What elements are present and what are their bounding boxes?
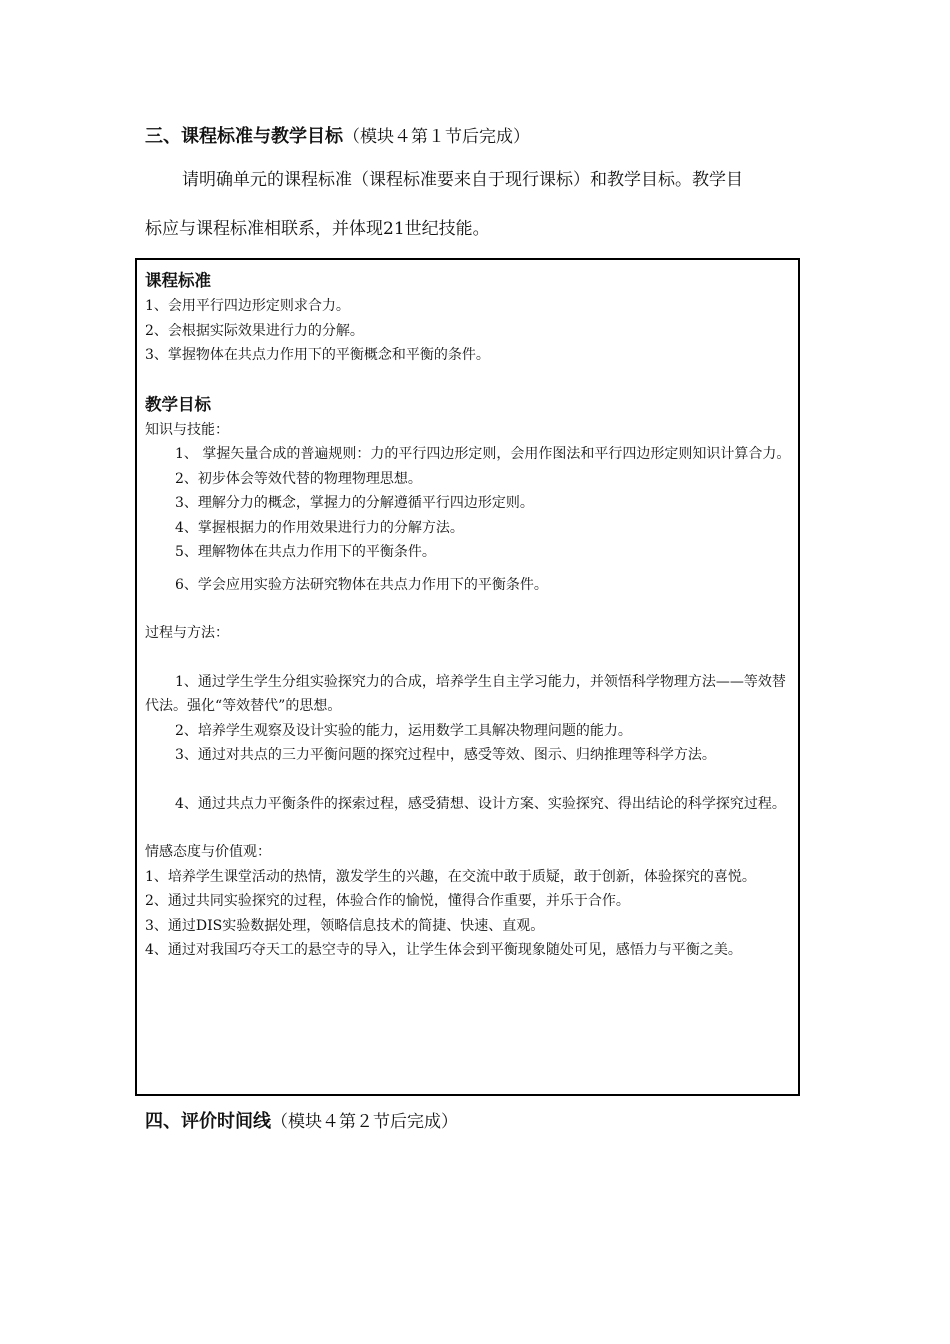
standard-item: 1、会用平行四边形定则求合力。 <box>145 298 350 314</box>
knowledge-item: 6、学会应用实验方法研究物体在共点力作用下的平衡条件。 <box>175 576 548 593</box>
section-4-note: （模块４第２节后完成） <box>271 1112 458 1132</box>
knowledge-label: 知识与技能： <box>145 421 229 438</box>
knowledge-item: 1、 掌握矢量合成的普遍规则：力的平行四边形定则，会用作图法和平行四边形定则知识计算合力。 <box>175 446 791 462</box>
intro-line-1: 请明确单元的课程标准（课程标准要来自于现行课标）和教学目标。教学目 <box>182 170 743 190</box>
section-3-title: 三、课程标准与教学目标 <box>145 126 343 147</box>
process-item: 3、通过对共点的三力平衡问题的探究过程中，感受等效、图示、归纳推理等科学方法。 <box>175 747 716 763</box>
attitude-item: 2、通过共同实验探究的过程，体验合作的愉悦，懂得合作重要，并乐于合作。 <box>145 893 630 909</box>
section-3-heading <box>145 125 530 149</box>
section-4-title: 四、评价时间线 <box>145 1111 271 1132</box>
section-3-note: （模块４第１节后完成） <box>343 127 530 147</box>
process-item: 2、培养学生观察及设计实验的能力，运用数学工具解决物理问题的能力。 <box>175 722 632 739</box>
intro-line-2: 标应与课程标准相联系，并体现21世纪技能。 <box>145 219 490 239</box>
attitude-item: 1、培养学生课堂活动的热情，激发学生的兴趣，在交流中敢于质疑，敢于创新，体验探究的喜悦。 <box>145 868 756 885</box>
process-label: 过程与方法： <box>145 625 229 641</box>
attitude-item: 3、通过DIS实验数据处理，领略信息技术的简捷、快速、直观。 <box>145 917 545 934</box>
attitude-item: 4、通过对我国巧夺天工的悬空寺的导入，让学生体会到平衡现象随处可见，感悟力与平衡之美。 <box>145 942 742 958</box>
process-item: 4、通过共点力平衡条件的探索过程，感受猜想、设计方案、实验探究、得出结论的科学探究过程。 <box>175 795 786 812</box>
knowledge-item: 3、理解分力的概念，掌握力的分解遵循平行四边形定则。 <box>175 495 534 511</box>
standard-item: 3、掌握物体在共点力作用下的平衡概念和平衡的条件。 <box>145 347 490 363</box>
standards-objectives-box <box>135 258 800 1096</box>
section-4-heading <box>145 1110 458 1134</box>
knowledge-item: 4、掌握根据力的作用效果进行力的分解方法。 <box>175 519 464 536</box>
knowledge-item: 5、理解物体在共点力作用下的平衡条件。 <box>175 544 436 560</box>
attitude-label: 情感态度与价值观： <box>145 844 271 860</box>
objectives-title: 教学目标 <box>145 394 211 414</box>
standards-title: 课程标准 <box>145 271 211 290</box>
standard-item: 2、会根据实际效果进行力的分解。 <box>145 322 364 339</box>
process-item: 1、通过学生学生分组实验探究力的合成，培养学生自主学习能力，并领悟科学物理方法——等效替代法。强化“等效替代”的思想。 <box>145 673 786 714</box>
knowledge-item: 2、初步体会等效代替的物理物理思想。 <box>175 470 422 487</box>
